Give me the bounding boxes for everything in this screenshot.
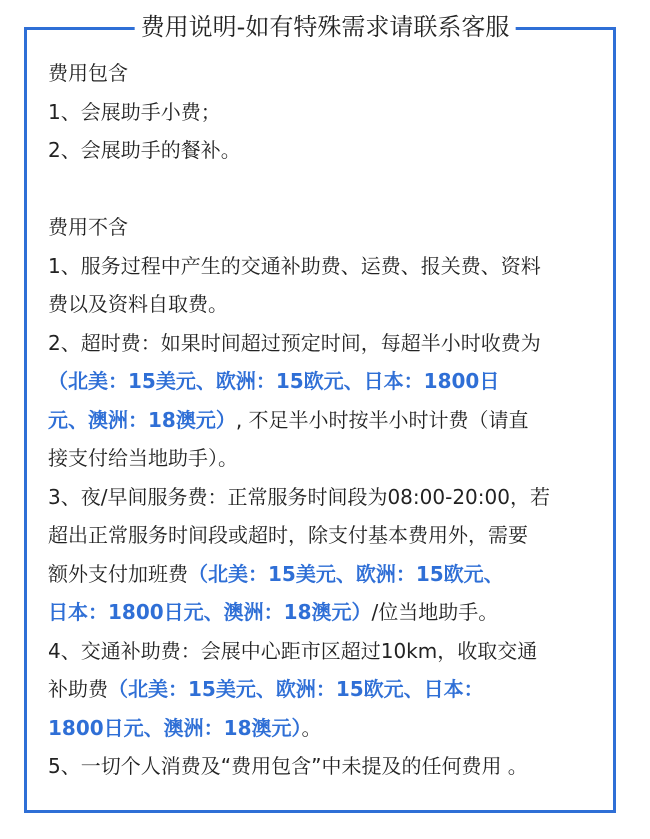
- excluded-item-2-price-line-1: （北美：15美元、欧洲：15欧元、日本：1800日: [48, 369, 500, 393]
- excluded-item-1-line-2: 费以及资料自取费。: [48, 292, 228, 316]
- excluded-item-2-line-3-text: , 不足半小时按半小时计费（请直: [235, 407, 529, 432]
- included-item-1: 1、会展助手小费；: [48, 99, 221, 124]
- excluded-item-3-line-2: 超出正常服务时间段或超时，除支付基本费用外，需要: [48, 523, 528, 547]
- page-title: 费用说明-如有特殊需求请联系客服: [135, 12, 516, 42]
- excluded-item-4-line-2-text: 补助费: [48, 677, 108, 701]
- section-spacer: [48, 170, 600, 209]
- excluded-item-3-line-3: [48, 555, 600, 594]
- excluded-item-4-line-2: [48, 670, 600, 709]
- excluded-item-3-price-line-2: 日本：1800日元、澳洲：18澳元）: [48, 600, 372, 624]
- included-item-2: 2、会展助手的餐补。: [48, 138, 241, 162]
- excluded-item-4-line-3: [48, 709, 600, 748]
- excluded-item-4-line-1: 4、交通补助费：会展中心距市区超过10km，收取交通: [48, 638, 538, 663]
- excluded-item-2-line-1: 2、超时费：如果时间超过预定时间，每超半小时收费为: [48, 330, 541, 355]
- excluded-item-2-line-4: 接支付给当地助手）。: [48, 446, 238, 470]
- excluded-item-4-price-line-1: （北美：15美元、欧洲：15欧元、日本：: [108, 677, 484, 701]
- excluded-item-3-line-3-text: 额外支付加班费: [48, 561, 188, 586]
- excluded-item-4-line-3-text: 。: [301, 715, 322, 740]
- excluded-item-3-line-4: [48, 593, 600, 632]
- included-heading: 费用包含: [48, 61, 128, 85]
- fee-description: [48, 54, 600, 786]
- excluded-heading: 费用不含: [48, 215, 128, 239]
- excluded-item-1-line-1: 1、服务过程中产生的交通补助费、运费、报关费、资料: [48, 253, 541, 278]
- excluded-item-2-line-3: [48, 401, 600, 440]
- excluded-item-3-line-4-text: /位当地助手。: [371, 600, 499, 624]
- excluded-item-3-line-1: 3、夜/早间服务费：正常服务时间段为08:00-20:00，若: [48, 484, 550, 509]
- excluded-item-2-price-line-2: 元、澳洲：18澳元）: [48, 407, 236, 432]
- excluded-item-4-price-line-2: 1800日元、澳洲：18澳元）: [48, 715, 302, 740]
- excluded-item-3-price-line-1: （北美：15美元、欧洲：15欧元、: [188, 561, 504, 586]
- excluded-item-5: 5、一切个人消费及“费用包含”中未提及的任何费用 。: [48, 754, 528, 778]
